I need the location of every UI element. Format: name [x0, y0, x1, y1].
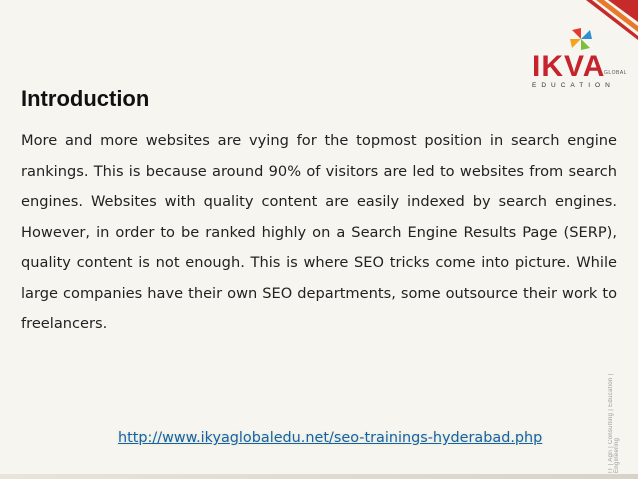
logo-wordmark: IKVA	[532, 50, 606, 83]
bottom-border	[0, 474, 638, 479]
logo-tagline: EDUCATION	[532, 82, 615, 89]
logo-global-label: GLOBAL	[604, 70, 628, 76]
ikya-logo	[528, 26, 628, 96]
website-link[interactable]: http://www.ikyaglobaledu.net/seo-trainings-hyderabad.php	[118, 430, 543, 446]
intro-paragraph: More and more websites are vying for the topmost position in search engine rankings. This is because around 90% of visitors are led to websites from search engines. Websites with quality content are easily indexed by search engines. However, in order to be ranked highly on a Search Engine Results Page (SERP), quality content is not enough. This is where SEO tricks come into picture. While large companies have their own SEO departments, some outsource their work to freelancers.	[21, 132, 617, 332]
slide-title: Introduction	[21, 86, 150, 111]
logo-pinwheel-icon	[568, 26, 594, 52]
side-tagline: IT | Agri | Consulting | Education | Engineering	[608, 373, 620, 473]
